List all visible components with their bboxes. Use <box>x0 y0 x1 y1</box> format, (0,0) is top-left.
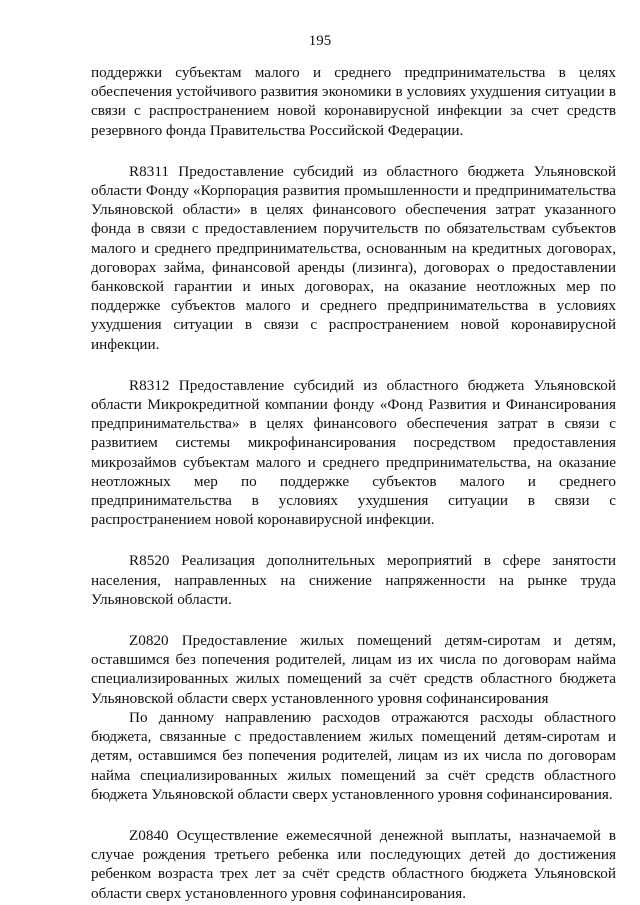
paragraph-r8311: R8311 Предоставление субсидий из областного бюджета Ульяновской области Фонду «Корпорация развития промышленности и предпринимательства Ульяновской области» в целях финансового обеспечения затрат указанного фонда в связи с предоставлением поручительств по обязательствам субъектов малого и среднего предпринимательства, основанным на кредитных договорах, договорах займа, финансовой аренды (лизинга), договорах о предоставлении банковской гарантии и иных договорах, на оказание неотложных мер по поддержке субъектов малого и среднего предпринимательства в условиях ухудшения ситуации в связи с распространением новой коронавирусной инфекции. <box>91 162 616 353</box>
paragraph-z0820-description: По данному направлению расходов отражаются расходы областного бюджета, связанные с предоставлением жилых помещений детям-сиротам и детям, оставшимся без попечения родителей, лицам из их числа по договорам найма специализированных жилых помещений за счёт средств областного бюджета Ульяновской области сверх установленного уровня софинансирования. <box>91 708 616 803</box>
document-body <box>91 63 616 903</box>
paragraph-intro-continuation: поддержки субъектам малого и среднего предпринимательства в целях обеспечения устойчивого развития экономики в условиях ухудшения ситуации в связи с распространением новой коронавирусной инфекции за счет средств резервного фонда Правительства Российской Федерации. <box>91 64 616 139</box>
paragraph-spacer <box>91 140 616 162</box>
paragraph-r8312: R8312 Предоставление субсидий из областного бюджета Ульяновской области Микрокредитной компании фонду «Фонд Развития и Финансирования предпринимательства» в целях финансового обеспечения затрат в связи с развитием системы микрофинансирования посредством предоставления микрозаймов субъектам малого и среднего предпринимательства, на оказание неотложных мер по поддержке субъектов малого и среднего предпринимательства в условиях ухудшения ситуации в связи с распространением новой коронавирусной инфекции. <box>91 376 616 529</box>
paragraph-z0840: Z0840 Осуществление ежемесячной денежной выплаты, назначаемой в случае рождения третьего ребенка или последующих детей до достижения ребенком возраста трех лет за счёт средств областного бюджета Ульяновской области сверх установленного уровня софинансирования. <box>91 826 616 902</box>
paragraph-spacer <box>91 609 616 631</box>
paragraph-z0820: Z0820 Предоставление жилых помещений детям-сиротам и детям, оставшимся без попечения родителей, лицам из их числа по договорам найма специализированных жилых помещений за счёт средств областного бюджета Ульяновской области сверх установленного уровня софинансирования <box>91 632 616 707</box>
paragraph-spacer <box>91 804 616 826</box>
page-number: 195 <box>308 33 332 49</box>
paragraph-r8520: R8520 Реализация дополнительных мероприятий в сфере занятости населения, направленных на снижение напряженности на рынке труда Ульяновской области. <box>91 552 616 608</box>
paragraph-spacer <box>91 354 616 376</box>
paragraph-spacer <box>91 529 616 551</box>
